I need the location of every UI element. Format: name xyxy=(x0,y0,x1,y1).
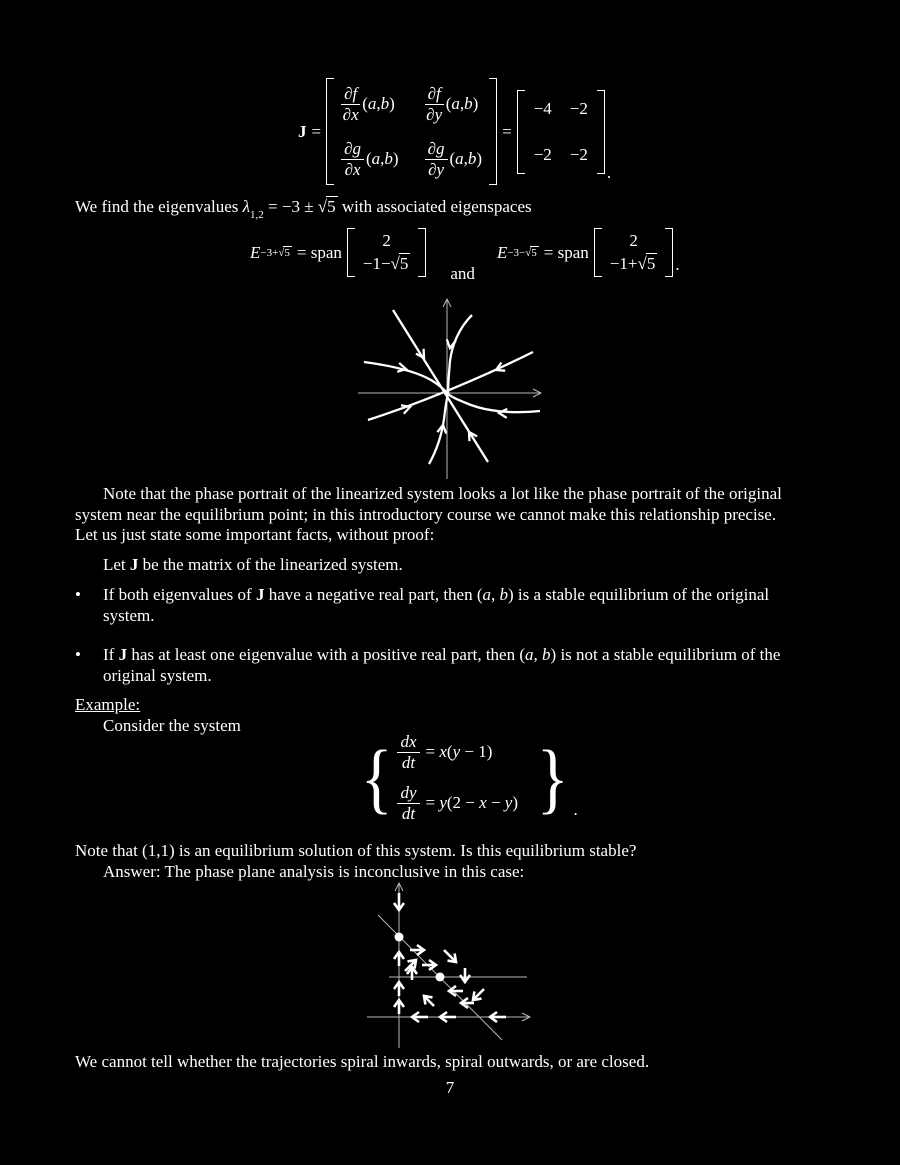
eigenspaces-row xyxy=(250,228,680,284)
page-number: 7 xyxy=(445,1078,455,1097)
bullet-icon: • xyxy=(75,645,81,664)
right-brace: } xyxy=(536,734,569,821)
matrix-entry: $\frac{\partial g}{\partial y}$ (a,b) xyxy=(425,140,483,179)
matrix-entry: $\frac{\partial f}{\partial y}$ (a,b) xyxy=(426,84,479,124)
let-j-line: Let J be the matrix of the linearized system. xyxy=(103,555,403,574)
ode-system: { $\frac{dx}{dt}$ = x(y − 1) $\frac{dy}{dt}$ = y(2 − x − y) } . xyxy=(360,732,578,823)
left-brace: { xyxy=(360,734,393,821)
bullet-unstable: • If J has at least one eigenvalue with a positive real part, then (a, b) is not a stable equilibrium of the original system. xyxy=(75,645,781,685)
matrix-entry: $\frac{\partial f}{\partial x}$ (a,b) xyxy=(342,84,395,124)
eigenspace-second: E −3−√5 = span 2 −1+√5 . xyxy=(497,228,680,277)
matrix-entry: $\frac{\partial g}{\partial x}$ (a,b) xyxy=(341,140,399,179)
eigenspace-first: E −3+√5 = span 2 −1−√5 xyxy=(250,228,426,277)
ode-row: $\frac{dy}{dt}$ = y(2 − x − y) xyxy=(397,784,518,823)
phase-portrait-figure xyxy=(350,295,546,481)
axes-and-nullclines xyxy=(367,883,530,1048)
example-intro: Consider the system xyxy=(103,716,241,735)
direction-field-figure xyxy=(310,878,590,1053)
note-paragraph: Note that the phase portrait of the linearized system looks a lot like the phase portrait of the original system near the equilibrium point; in this introductory course we cannot make this relationship precise. Let us just state some important facts, without proof: xyxy=(75,484,782,544)
jacobian-lhs: J xyxy=(298,121,307,141)
direction-arrows xyxy=(394,893,506,1022)
ode-row: $\frac{dx}{dt}$ = x(y − 1) xyxy=(397,733,518,772)
trajectories xyxy=(364,310,540,464)
closing-line: We cannot tell whether the trajectories spiral inwards, spiral outwards, or are closed. xyxy=(75,1052,650,1071)
jacobian-matrix xyxy=(326,78,497,185)
example-label: Example: xyxy=(75,695,141,714)
jacobian-equation: J = $\frac{\partial f}{\partial x}$ (a,b) $\frac{\partial f}{\partial y}$ (a,b) $\frac{\partial g}{\partial x}$ (a,b) $\frac{\partial g}{\partial y}$ (a,b) = −4 −2 −2 −2 . xyxy=(298,78,611,185)
bullet-icon: • xyxy=(75,585,81,604)
bullet-stable: • If both eigenvalues of J have a negative real part, then (a, b) is a stable equilibrium of the original system. xyxy=(75,585,770,625)
connector-and: and xyxy=(450,264,475,283)
jacobian-result-matrix: −4 −2 −2 −2 xyxy=(517,90,605,174)
equilibrium-question: Note that (1,1) is an equilibrium solution of this system. Is this equilibrium stable? xyxy=(75,841,637,860)
answer-line: Answer: The phase plane analysis is inconclusive in this case: xyxy=(103,862,525,881)
eigenvalue-sentence: We find the eigenvalues $\lambda_{1,2} = -3 \pm √5$ with associated eigenspaces xyxy=(75,197,532,221)
